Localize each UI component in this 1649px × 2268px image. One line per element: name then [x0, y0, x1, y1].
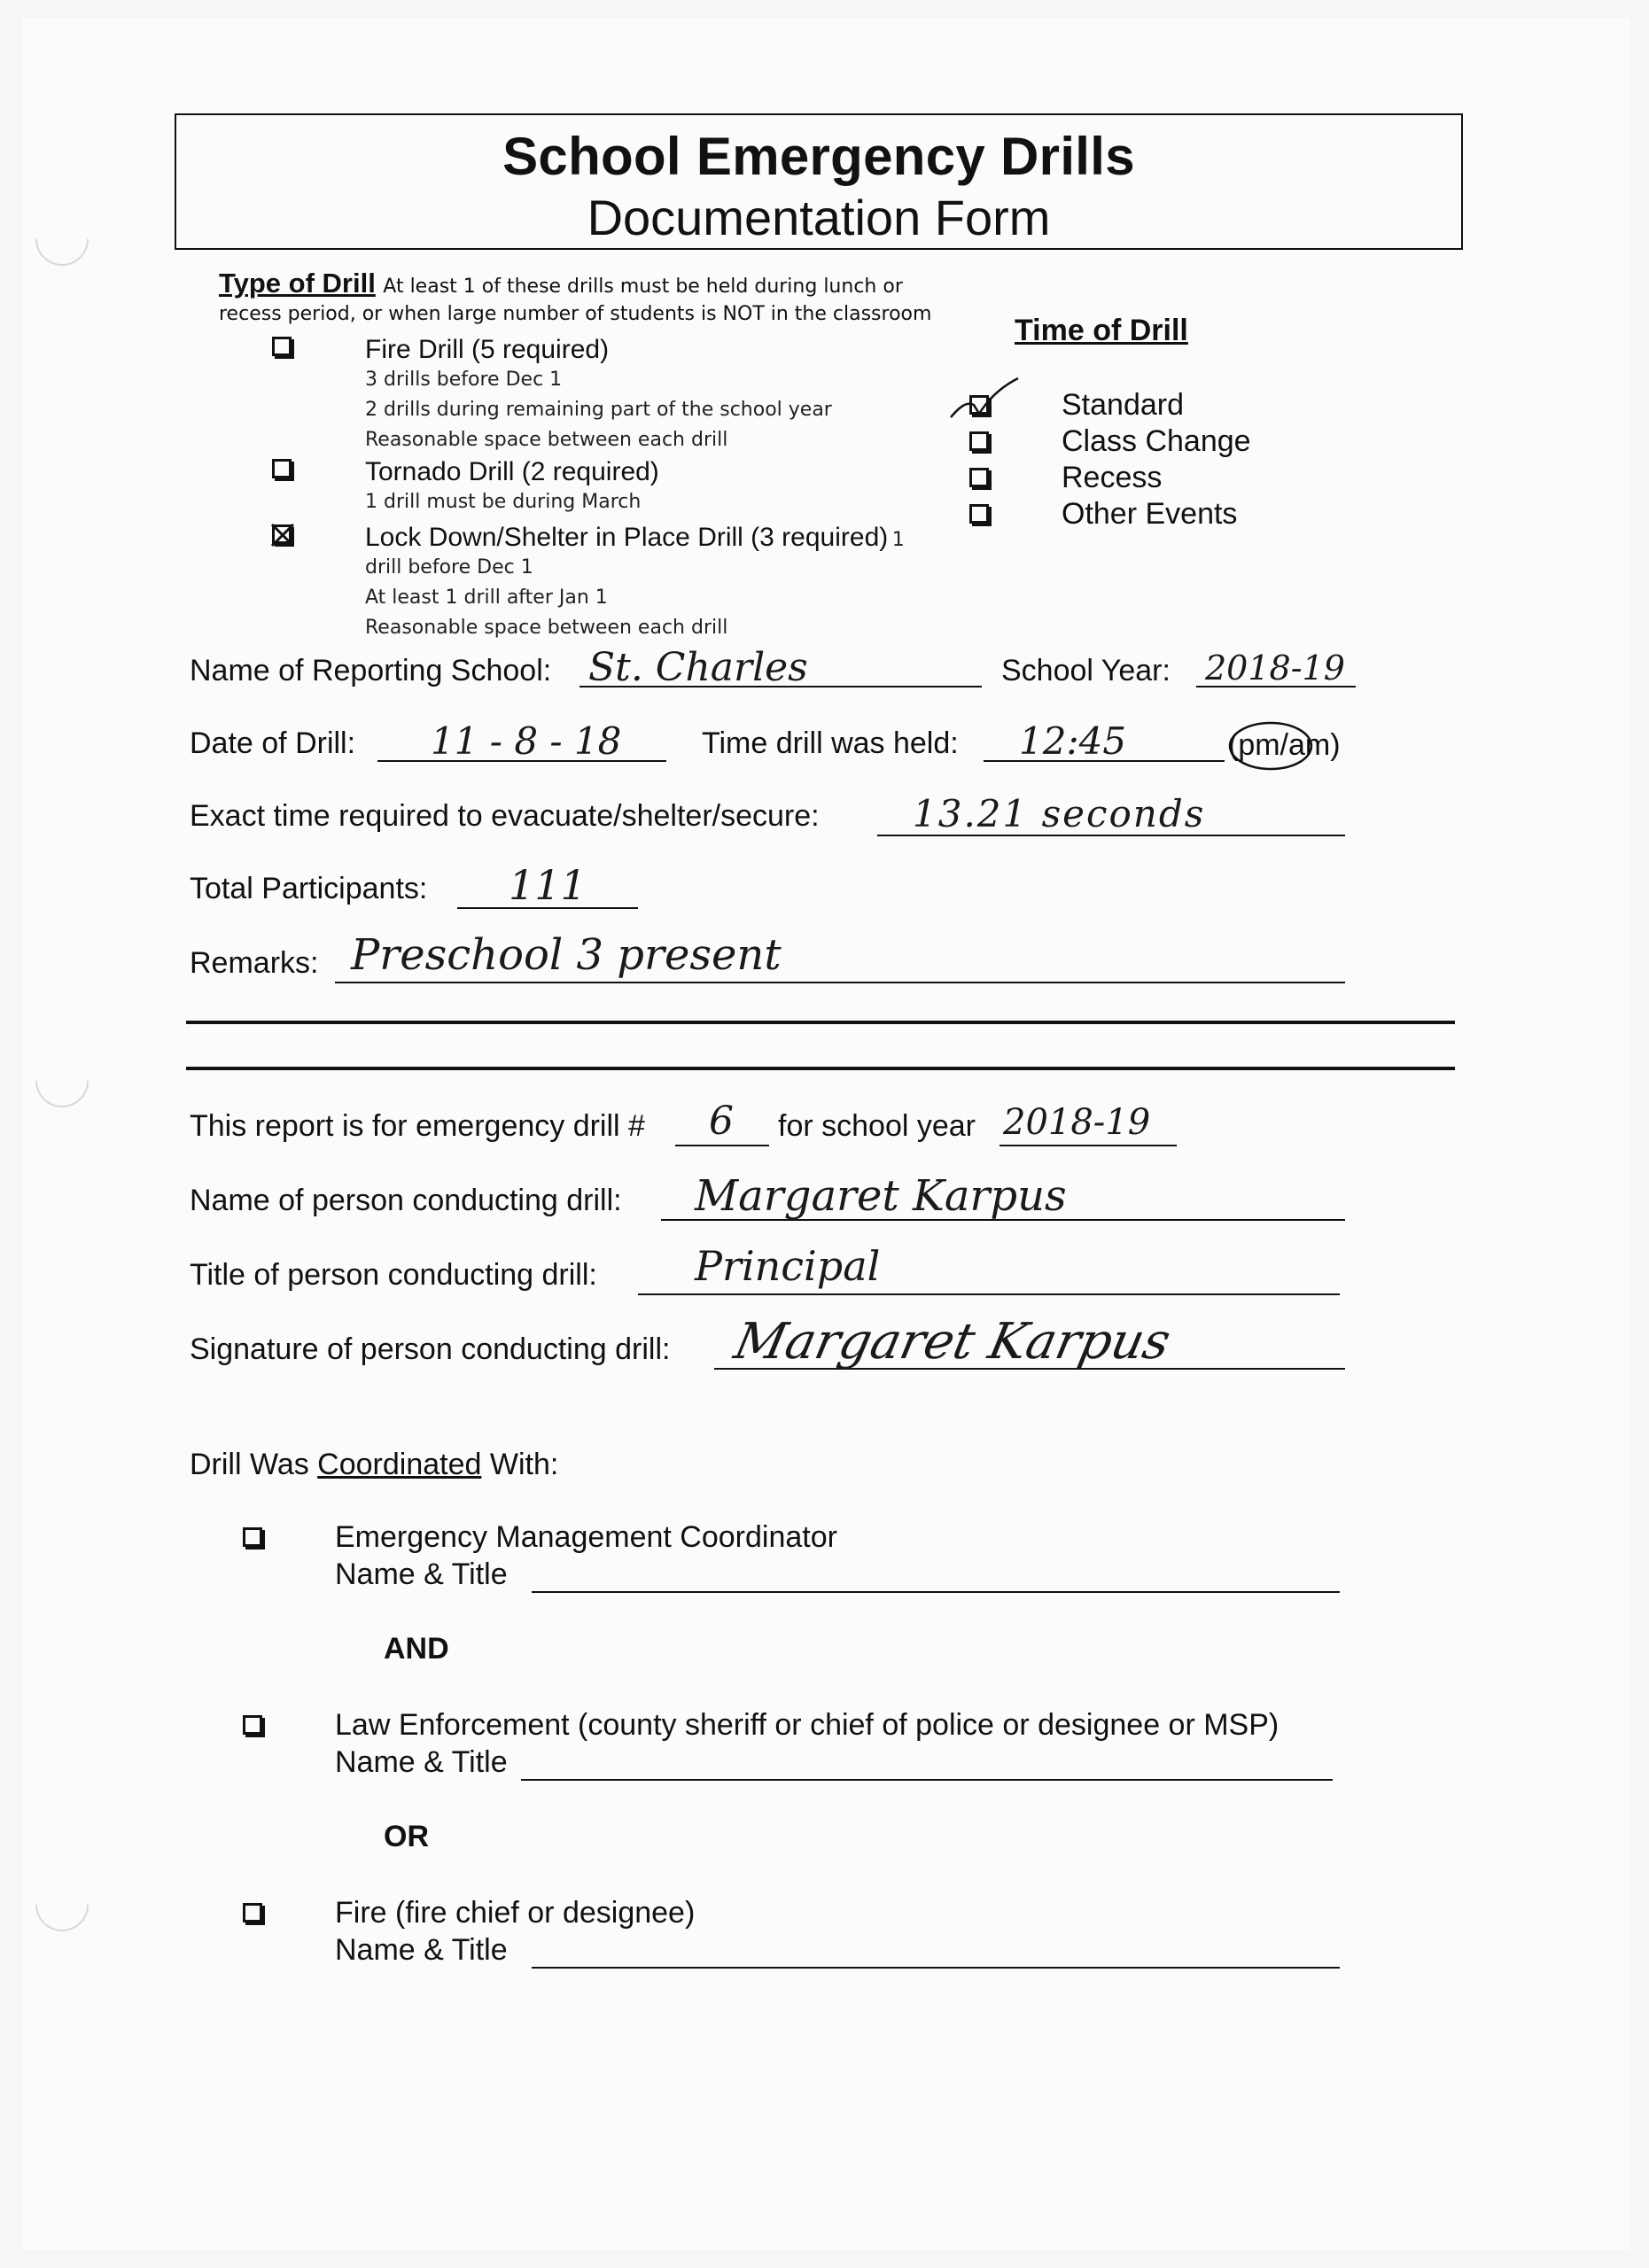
fire-chief-name-title-label: Name & Title: [335, 1933, 508, 1967]
fire-drill-detail-3: Reasonable space between each drill: [365, 429, 728, 451]
fire-drill-detail-1: 3 drills before Dec 1: [365, 369, 563, 391]
fire-chief-checkbox[interactable]: [243, 1903, 262, 1922]
coordination-heading-post: With:: [481, 1448, 559, 1481]
school-year-label: School Year:: [1001, 654, 1171, 687]
emergency-management-checkbox[interactable]: [243, 1527, 262, 1547]
conducting-title-underline: [638, 1293, 1340, 1295]
exact-time-value[interactable]: 13.21 seconds: [913, 792, 1206, 835]
report-year-value[interactable]: 2018-19: [1003, 1102, 1151, 1143]
drill-number-value[interactable]: 6: [709, 1099, 734, 1144]
form-title: School Emergency Drills: [502, 127, 1135, 186]
recess-checkbox[interactable]: [969, 468, 989, 487]
time-of-drill-heading: Time of Drill: [1015, 314, 1188, 347]
law-enforcement-name-title-label: Name & Title: [335, 1745, 508, 1779]
class-change-checkbox[interactable]: [969, 431, 989, 451]
remarks-label: Remarks:: [190, 946, 319, 980]
lockdown-drill-detail-1: drill before Dec 1: [365, 556, 533, 579]
pm-circle-mark-icon: [1226, 718, 1315, 774]
ampm-label: (pm/am): [1228, 728, 1341, 762]
fire-chief-label: Fire (fire chief or designee): [335, 1896, 696, 1930]
type-of-drill-header: [219, 268, 903, 299]
lockdown-drill-label-tail: 1: [891, 529, 905, 551]
emergency-management-underline[interactable]: [532, 1591, 1340, 1593]
divider-line-2: [186, 1067, 1455, 1070]
checkmark-icon: [949, 377, 1011, 421]
conducting-title-label: Title of person conducting drill:: [190, 1258, 597, 1292]
checkbox-x-mark-icon: [269, 522, 296, 548]
law-enforcement-underline[interactable]: [521, 1779, 1333, 1781]
coordination-heading-underlined: Coordinated: [317, 1448, 482, 1481]
drill-number-underline: [675, 1145, 769, 1146]
school-name-label: Name of Reporting School:: [190, 654, 552, 687]
remarks-value[interactable]: Preschool 3 present: [351, 930, 782, 980]
class-change-label: Class Change: [1062, 424, 1251, 458]
lockdown-drill-detail-3: Reasonable space between each drill: [365, 617, 728, 639]
tornado-drill-checkbox[interactable]: [272, 459, 292, 478]
other-events-checkbox[interactable]: [969, 504, 989, 524]
lockdown-drill-detail-2: At least 1 drill after Jan 1: [365, 586, 608, 609]
date-of-drill-value[interactable]: 11 - 8 - 18: [431, 719, 622, 763]
report-year-underline: [1000, 1145, 1177, 1146]
conducting-name-label: Name of person conducting drill:: [190, 1184, 622, 1217]
lockdown-drill-label: Lock Down/Shelter in Place Drill (3 required): [365, 523, 889, 552]
signature-label: Signature of person conducting drill:: [190, 1332, 671, 1366]
school-year-value[interactable]: 2018-19: [1205, 649, 1345, 687]
type-of-drill-heading: Type of Drill: [219, 268, 376, 299]
tornado-drill-detail-1: 1 drill must be during March: [365, 491, 642, 513]
remarks-underline: [335, 982, 1345, 983]
recess-label: Recess: [1062, 461, 1163, 494]
law-enforcement-checkbox[interactable]: [243, 1715, 262, 1735]
school-name-value[interactable]: St. Charles: [588, 645, 808, 690]
divider-line-1: [186, 1021, 1455, 1024]
standard-checkbox[interactable]: [969, 395, 989, 415]
time-held-label: Time drill was held:: [702, 726, 959, 760]
form-title-box: [175, 113, 1463, 250]
date-of-drill-label: Date of Drill:: [190, 726, 356, 760]
report-mid: for school year: [778, 1109, 976, 1143]
standard-label: Standard: [1062, 388, 1184, 422]
participants-value[interactable]: 111: [509, 861, 587, 909]
time-held-value[interactable]: 12:45: [1019, 719, 1127, 763]
form-subtitle: Documentation Form: [587, 190, 1051, 245]
conducting-title-value[interactable]: Principal: [695, 1242, 881, 1290]
coordination-heading: [190, 1448, 558, 1482]
tornado-drill-label: Tornado Drill (2 required): [365, 457, 659, 486]
emergency-management-label: Emergency Management Coordinator: [335, 1520, 837, 1554]
exact-time-label: Exact time required to evacuate/shelter/secure:: [190, 799, 820, 833]
signature-value[interactable]: Margaret Karpus: [729, 1313, 1176, 1371]
fire-drill-checkbox[interactable]: [272, 337, 292, 356]
emergency-management-name-title-label: Name & Title: [335, 1557, 508, 1591]
fire-drill-detail-2: 2 drills during remaining part of the school year: [365, 399, 832, 421]
lockdown-drill-label-row: [365, 523, 905, 553]
report-prefix: This report is for emergency drill #: [190, 1109, 645, 1143]
fire-chief-underline[interactable]: [532, 1967, 1340, 1969]
law-enforcement-label: Law Enforcement (county sheriff or chief of police or designee or MSP): [335, 1708, 1280, 1742]
fire-drill-label: Fire Drill (5 required): [365, 335, 610, 364]
participants-label: Total Participants:: [190, 872, 428, 905]
type-of-drill-note-2: recess period, or when large number of students is NOT in the classroom: [219, 303, 932, 325]
and-label: AND: [384, 1632, 449, 1666]
lockdown-drill-checkbox[interactable]: [272, 524, 292, 544]
conducting-name-value[interactable]: Margaret Karpus: [695, 1171, 1067, 1221]
other-events-label: Other Events: [1062, 497, 1238, 531]
or-label: OR: [384, 1820, 429, 1853]
coordination-heading-pre: Drill Was: [190, 1448, 318, 1481]
type-of-drill-note-1: At least 1 of these drills must be held during lunch or: [383, 276, 903, 298]
